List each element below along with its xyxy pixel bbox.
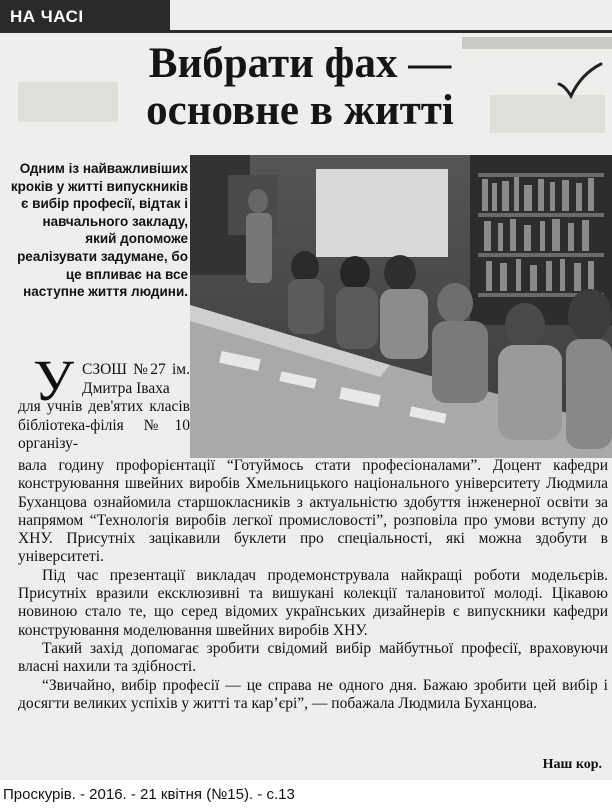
headline-line-2: основне в житті bbox=[146, 87, 454, 134]
source-caption: Проскурів. - 2016. - 21 квітня (№15). - с.13 bbox=[3, 786, 295, 803]
lead-paragraph: Одним із найважливіших кроків у житті випускників є вибір професії, відтак і навчального закладу, який допоможе реалізувати задумане, бо це впливає на все наступне життя людини. bbox=[10, 161, 188, 300]
paragraph-4: “Звичайно, вибір професії — це справа не одного дня. Бажаю зробити цей вибір і досягти великих успіхів у житті та кар’єрі”, — побажала Людмила Буханцова. bbox=[18, 676, 608, 712]
article-body bbox=[18, 457, 608, 713]
headline-line-1: Вибрати фах — bbox=[148, 40, 452, 87]
headline bbox=[60, 40, 540, 134]
rubric-label: НА ЧАСІ bbox=[0, 0, 170, 33]
photo-icon bbox=[190, 155, 612, 458]
author-signature: Наш кор. bbox=[542, 757, 602, 772]
paragraph-1-start: СЗОШ №27 ім. Дмитра Іваха bbox=[82, 361, 190, 397]
rubric-rule bbox=[170, 30, 612, 33]
checkmark-icon bbox=[555, 60, 605, 102]
paragraph-1-rest: вала годину профорієнтації “Готуймось стати професіоналами”. Доцент кафедри конструювання швейних виробів Хмельницького національного університету Людмила Буханцова ознайомила старшокласників з актуальністю здобуття інженерної освіти за напрямом “Технологія виробів легкої промисловості”, розповіла про умови вступу до ХНУ. Присутніх зацікавили буклети про спеціальності, які можна здобути в університеті. bbox=[18, 457, 608, 566]
article-photo bbox=[190, 155, 612, 458]
paragraph-3: Такий захід допомагає зробити свідомий вибір майбутньої професії, враховуючи власні нахили та здібності. bbox=[18, 639, 608, 676]
paragraph-2: Під час презентації викладач продемонструвала найкращі роботи модельєрів. Присутніх вразили ексклюзивні та вишукані колекції талановитої молоді. Цікавою новиною стало те, що серед відомих українських дизайнерів є випускники кафедри конструювання моделювання швейних виробів ХНУ. bbox=[18, 566, 608, 639]
drop-cap: У bbox=[33, 348, 75, 413]
paragraph-1-column: для учнів дев'ятих класів бібліотека-філія №10 організу- bbox=[18, 398, 190, 453]
